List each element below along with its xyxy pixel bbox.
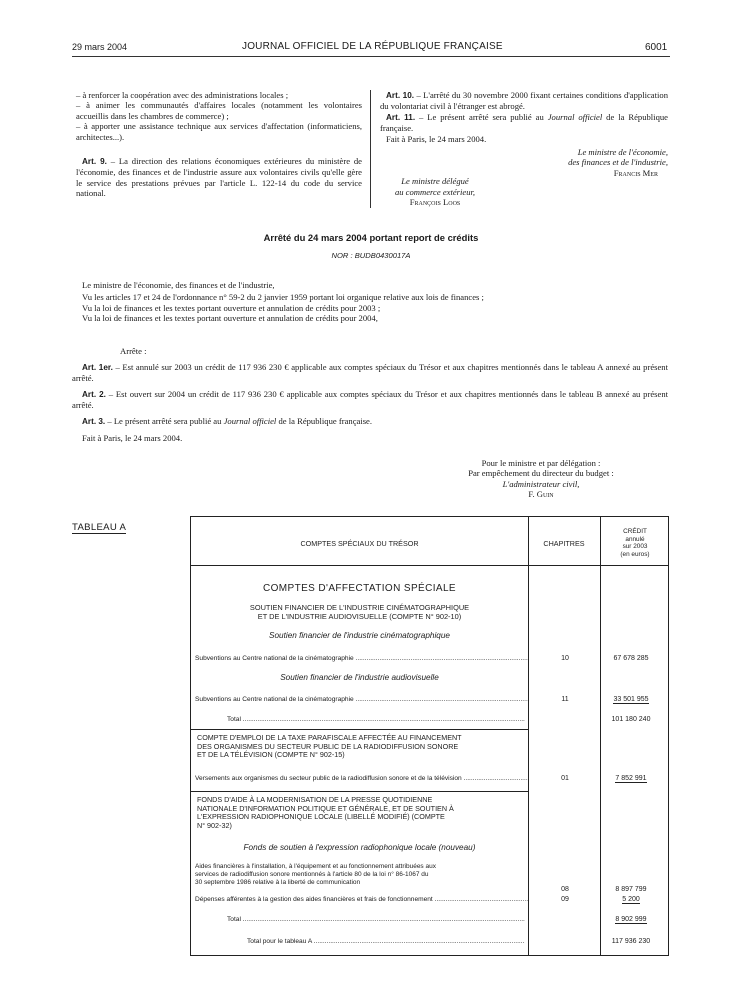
subsection-title: Soutien financier de l'industrie audiovisuelle [280, 673, 439, 682]
chapter-cell: 01 [561, 775, 569, 782]
total-row: Total ..... [227, 916, 525, 923]
intro-line: Vu la loi de finances et les textes portant ouverture et annulation de crédits pour 2004, [82, 313, 378, 324]
header-page-number: 6001 [645, 42, 668, 53]
signatory-name: F. Guin [528, 489, 554, 500]
total-row: Total ..... [227, 716, 525, 723]
intro-line: Vu les articles 17 et 24 de l'ordonnance n° 59-2 du 2 janvier 1959 portant loi organique relative aux lois de finances ; [82, 292, 484, 303]
table-row: Versements aux organismes du secteur public de la radiodiffusion sonore et de la télévision ..... [195, 775, 529, 782]
header-rule [72, 56, 670, 57]
table-row: Dépenses afférentes à la gestion des aides financières et frais de fonctionnement ..... [195, 896, 529, 903]
table-row: Subventions au Centre national de la cinématographie ..... [195, 696, 529, 703]
minister-title: Le ministre de l'économie, [577, 147, 668, 158]
minister-title: des finances et de l'industrie, [568, 157, 668, 168]
arrete-intro [82, 280, 670, 324]
section-title: COMPTES D'AFFECTATION SPÉCIALE [262, 583, 456, 594]
account-title: SOUTIEN FINANCIER DE L'INDUSTRIE CINÉMATOGRAPHIQUE ET DE L'INDUSTRIE AUDIOVISUELLE (COMPTE N° 902-10) [249, 603, 470, 621]
left-column [76, 90, 362, 199]
table-row: Subventions au Centre national de la cinématographie ..... [195, 655, 529, 662]
chapter-cell: 08 [561, 886, 569, 893]
delegate-title: Le ministre délégué [401, 176, 469, 187]
fait-a-paris: Fait à Paris, le 24 mars 2004. [82, 433, 183, 444]
article-2: Art. 2. – Est ouvert sur 2004 un crédit de 117 936 230 € applicable aux comptes spéciaux du Trésor et aux chapitres mentionnés dans le tableau B annexé au présent arrêté. [72, 388, 668, 411]
credit-cell: 33 501 955 [613, 696, 649, 703]
table-row: Aides financières à l'installation, à l'équipement et au fonctionnement attribuées aux services de radiodiffusion sonore mentionnés à l'article 80 de la loi n° 86-1067 du 30 septembre 1986 relative à la liberté de communication [195, 863, 436, 886]
fait-a-paris: Fait à Paris, le 24 mars 2004. [386, 133, 487, 144]
article-11: Art. 11. – Le présent arrêté sera publié au Journal officiel de la République française. [380, 111, 668, 134]
column-divider [370, 90, 371, 208]
bullet-item: – à renforcer la coopération avec des administrations locales ; [76, 90, 289, 100]
subsection-title: Soutien financier de l'industrie cinématographique [269, 631, 450, 640]
chapter-cell: 11 [561, 696, 569, 703]
subsection-title: Fonds de soutien à l'expression radiophonique locale (nouveau) [243, 843, 476, 852]
column-header-chapitres: CHAPITRES [543, 539, 585, 548]
tableau-a [190, 516, 669, 956]
signature-block: Pour le ministre et par délégation : Par empêchement du directeur du budget : L'administrateur civil, F. Guin [420, 458, 662, 500]
credit-cell: 8 897 799 [615, 886, 647, 893]
right-column [380, 90, 668, 207]
credit-cell: 5 200 [622, 896, 640, 903]
minister-name: Francis Mer [613, 167, 658, 178]
article-1: Art. 1er. – Est annulé sur 2003 un crédit de 117 936 230 € applicable aux comptes spéciaux du Trésor et aux chapitres mentionnés dans le tableau A annexé au présent arrêté. [72, 362, 668, 384]
section-divider [191, 791, 528, 792]
arrete-articles [72, 362, 668, 443]
article-3: Art. 3. – Le présent arrêté sera publié au Journal officiel de la République française. [82, 415, 373, 426]
header-divider [191, 565, 668, 566]
chapter-cell: 10 [561, 655, 569, 662]
account-title: COMPTE D'EMPLOI DE LA TAXE PARAFISCALE AFFECTÉE AU FINANCEMENT DES ORGANISMES DU SECTEUR PUBLIC DE LA RADIODIFFUSION SONORE ET DE LA TÉLÉVISION (COMPTE N° 902-15) [197, 733, 462, 760]
delegate-title: au commerce extérieur, [394, 186, 476, 197]
total-cell: 8 902 999 [615, 916, 647, 923]
header-title: JOURNAL OFFICIEL DE LA RÉPUBLIQUE FRANÇAISE [242, 41, 503, 52]
account-title: FONDS D'AIDE À LA MODERNISATION DE LA PRESSE QUOTIDIENNE NATIONALE D'INFORMATION POLITIQUE ET GÉNÉRALE, ET DE SOUTIEN À L'EXPRESSION RADIOPHONIQUE LOCALE (LIBELLÉ MODIFIÉ) (COMPTE N° 902-32) [197, 795, 454, 830]
arrete-title: Arrêté du 24 mars 2004 portant report de crédits [263, 232, 479, 243]
article-9: Art. 9. – La direction des relations économiques extérieures du ministère de l'économie, des finances et de l'industrie assure aux volontaires civils qu'elle gère le service des prestations prévues par l'article L. 122-14 du code du service national. [76, 156, 362, 199]
bullet-item: – à animer les communautés d'affaires locales (notamment les volontaires accueillis dans les chambres de commerce) ; [76, 100, 362, 121]
article-10: Art. 10. – L'arrêté du 30 novembre 2000 fixant certaines conditions d'application du volontariat civil à l'étranger est abrogé. [380, 90, 668, 112]
header-date: 29 mars 2004 [72, 42, 128, 52]
bullet-item: – à apporter une assistance technique aux services d'affectation (informaticiens, architectes...). [76, 121, 362, 142]
credit-cell: 7 852 991 [615, 775, 647, 782]
section-divider [191, 729, 528, 730]
nor-reference: NOR : BUDB0430017A [331, 251, 411, 260]
column-header-comptes: COMPTES SPÉCIAUX DU TRÉSOR [300, 539, 419, 548]
credit-cell: 67 678 285 [613, 655, 649, 662]
chapter-cell: 09 [561, 896, 569, 903]
grand-total-row: Total pour le tableau A ..... [247, 938, 525, 945]
column-header-credit: CRÉDIT annulé sur 2003 (en euros) [620, 528, 650, 558]
arrete-label: Arrête : [120, 346, 147, 356]
intro-line: Le ministre de l'économie, des finances et de l'industrie, [82, 280, 275, 290]
total-cell: 101 180 240 [611, 716, 651, 723]
delegate-name: François Loos [409, 197, 461, 208]
tableau-label: TABLEAU A [72, 522, 127, 533]
intro-line: Vu la loi de finances et les textes portant ouverture et annulation de crédits pour 2003 ; [82, 302, 381, 313]
article-label: Art. 9. [82, 157, 107, 167]
grand-total-cell: 117 936 230 [611, 938, 651, 945]
